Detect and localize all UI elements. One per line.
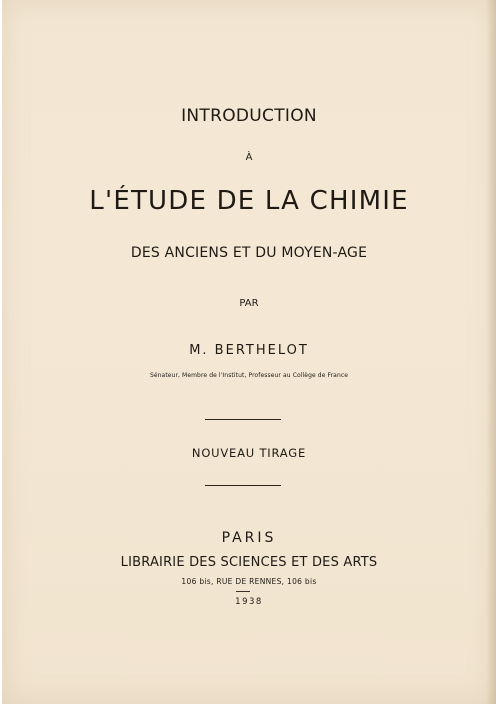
divider-top [205, 419, 281, 420]
author-name: M. BERTHELOT [189, 343, 309, 358]
par-label: PAR [239, 298, 259, 309]
publication-city: PARIS [221, 530, 277, 546]
publisher-address: 106 bis, RUE DE RENNES, 106 bis [181, 577, 317, 586]
edition-label: NOUVEAU TIRAGE [191, 446, 307, 460]
subtitle: DES ANCIENS ET DU MOYEN-AGE [130, 245, 368, 261]
divider-small [236, 591, 250, 592]
preposition-a: À [245, 152, 253, 163]
title-page [2, 0, 496, 704]
author-credentials: Sénateur, Membre de l'Institut, Professeur au Collège de France [149, 372, 349, 379]
divider-bottom [205, 485, 281, 486]
introduction-heading: INTRODUCTION [181, 106, 317, 126]
publisher-name: LIBRAIRIE DES SCIENCES ET DES ARTS [120, 555, 378, 570]
publication-year: 1938 [235, 597, 263, 607]
main-title: L'ÉTUDE DE LA CHIMIE [89, 186, 409, 216]
